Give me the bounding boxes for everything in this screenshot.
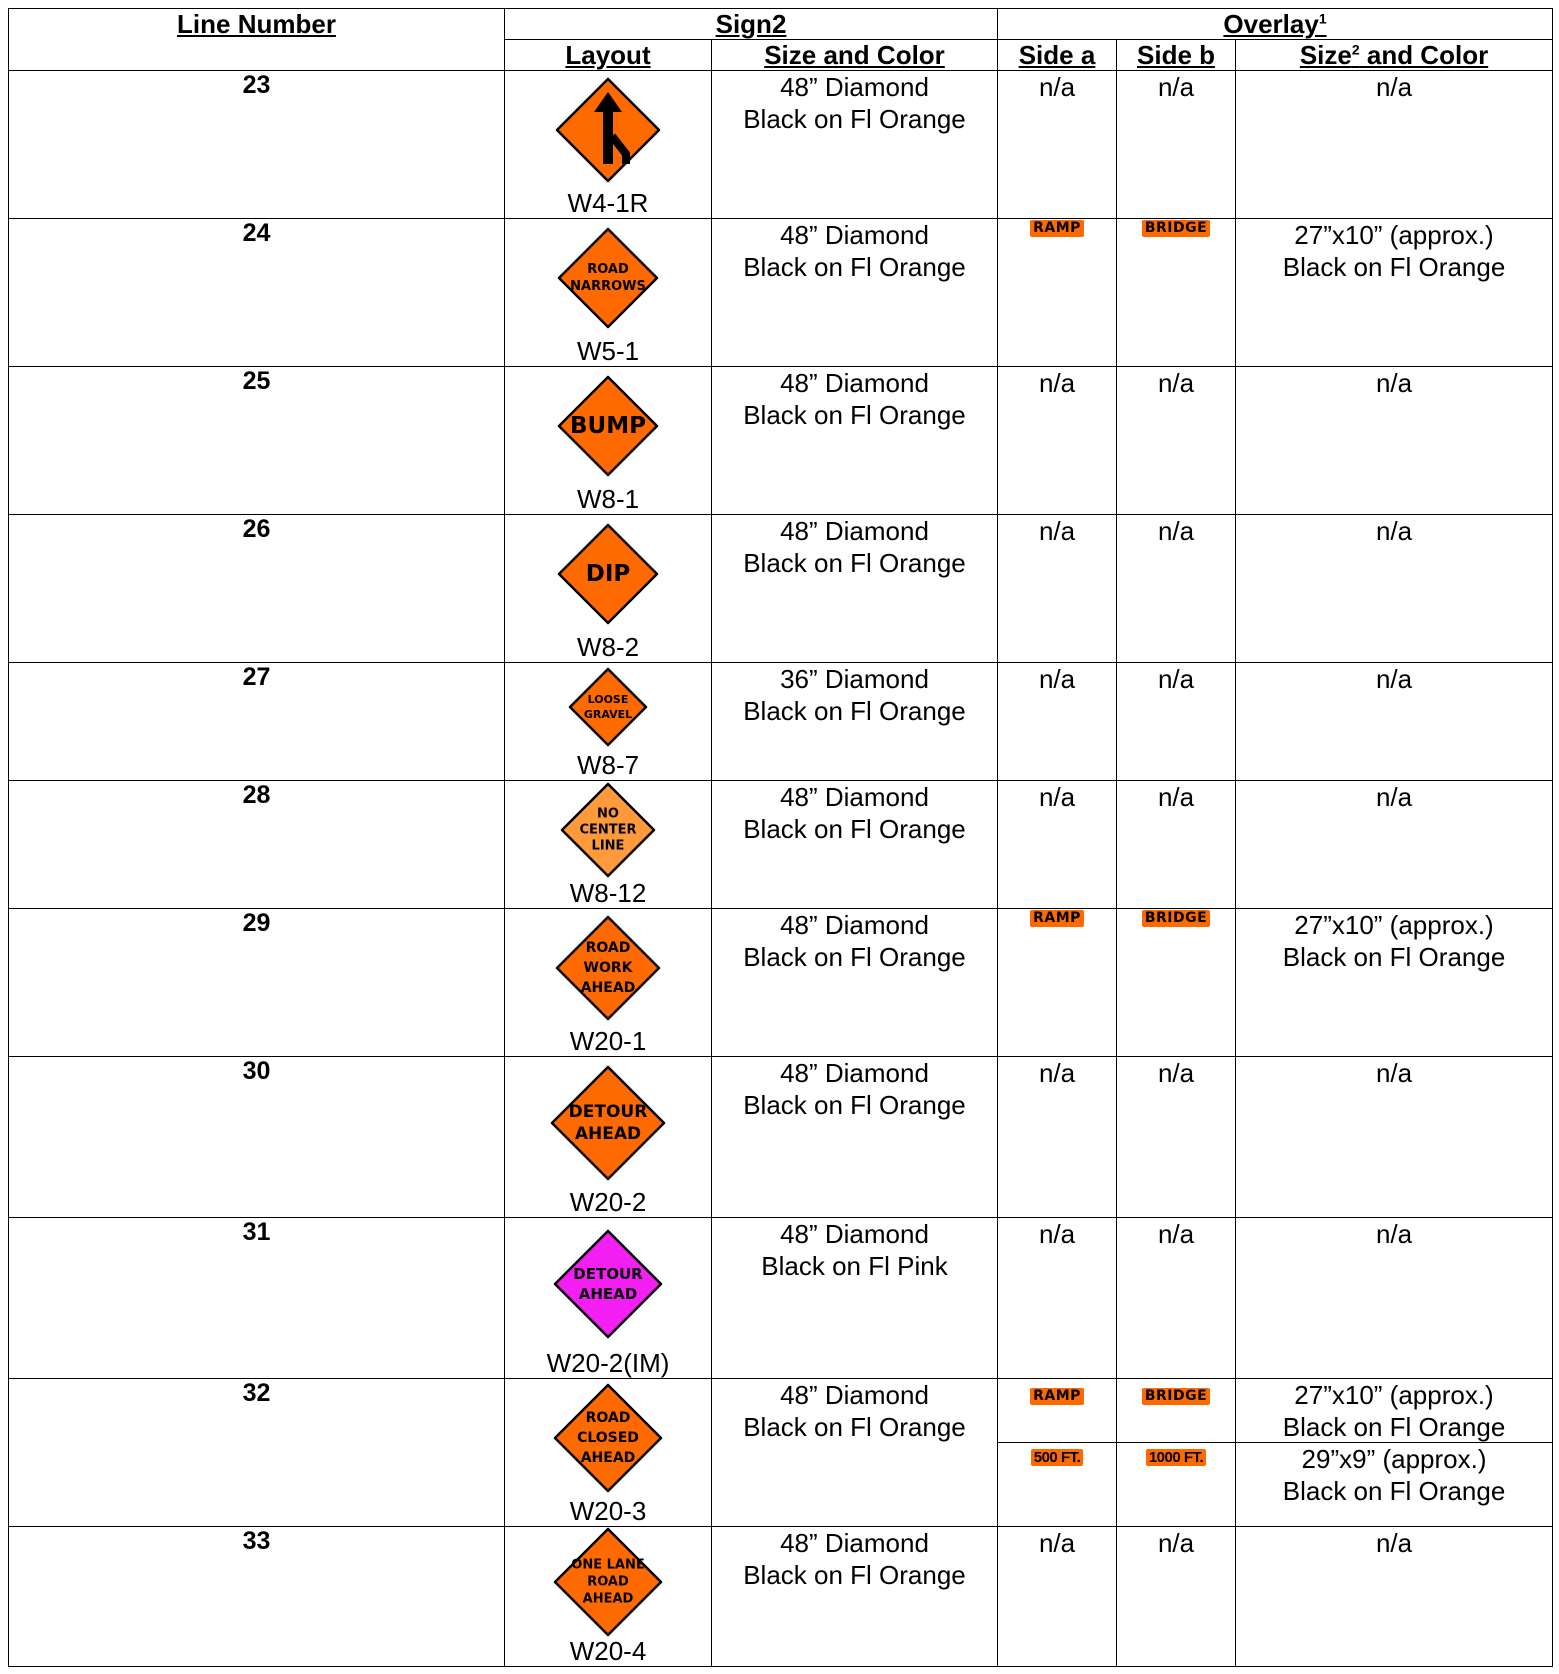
overlay-sub-row <box>1236 1443 1552 1507</box>
size-color-cell <box>712 1057 998 1218</box>
side-b-cell <box>1117 1057 1236 1218</box>
layout-cell <box>505 781 712 909</box>
table-row <box>9 1527 1553 1667</box>
overlay-plaque: BRIDGE <box>1142 910 1210 927</box>
side-a-header: Side a <box>998 40 1117 71</box>
layout-header: Layout <box>505 40 712 71</box>
sign-text-line: WORK <box>583 960 633 976</box>
sign-size: 36” Diamond <box>780 664 929 694</box>
sign-code: W8-1 <box>576 484 640 514</box>
sign-text-line: NO <box>597 806 619 822</box>
side-b-cell <box>1117 1218 1236 1379</box>
side-a-cell <box>998 71 1117 219</box>
overlay-value: n/a <box>1157 664 1195 694</box>
line-number-cell <box>9 1379 505 1527</box>
sign-size: 48” Diamond <box>780 1380 929 1410</box>
sign-text-line: BUMP <box>570 413 646 439</box>
overlay-plaque: 1000 FT. <box>1146 1449 1206 1466</box>
overlay-size-color-cell <box>1236 1057 1553 1218</box>
sign-text-line: ROAD <box>587 1574 629 1590</box>
layout-cell <box>505 1218 712 1379</box>
diamond-sign-icon <box>552 1228 664 1340</box>
diamond-sign-icon <box>549 1064 667 1182</box>
sign-color: Black on Fl Orange <box>743 696 966 726</box>
diamond-sign-icon <box>567 666 649 748</box>
side-b-cell <box>1117 663 1236 781</box>
layout-cell <box>505 219 712 367</box>
table-row <box>9 71 1553 219</box>
sign-text-line: ROAD <box>585 1410 631 1426</box>
line-number: 32 <box>242 1379 271 1407</box>
layout-cell <box>505 909 712 1057</box>
sign-color: Black on Fl Orange <box>743 814 966 844</box>
overlay-size-color-cell <box>1236 909 1553 1057</box>
overlay-value: n/a <box>1038 516 1076 546</box>
sign-size: 48” Diamond <box>780 516 929 546</box>
overlay-sub-row <box>1117 1443 1235 1467</box>
line-number: 27 <box>242 663 271 691</box>
sign-graphic <box>505 515 711 633</box>
overlay-size-color-cell <box>1236 663 1553 781</box>
overlay-size-color-cell <box>1236 781 1553 909</box>
sign-text-line: ONE LANE <box>571 1557 645 1573</box>
sign-code: W5-1 <box>576 336 640 366</box>
overlay-sub-row <box>1236 1379 1552 1443</box>
sign-graphic <box>505 1379 711 1497</box>
overlay-value: n/a <box>1157 72 1195 102</box>
header-row-groups <box>9 9 1553 40</box>
sign-size: 48” Diamond <box>780 1058 929 1088</box>
overlay-value: n/a <box>1157 1058 1195 1088</box>
sign-code: W20-2 <box>569 1187 647 1217</box>
side-a-cell <box>998 515 1117 663</box>
line-number-cell <box>9 219 505 367</box>
table-row <box>9 1057 1553 1218</box>
line-number: 23 <box>242 71 271 99</box>
overlay-color: Black on Fl Orange <box>1282 942 1506 972</box>
side-a-cell <box>998 1379 1117 1527</box>
sign-color: Black on Fl Orange <box>743 548 966 578</box>
sign-text-line: ROAD <box>585 940 631 956</box>
overlay-size: n/a <box>1375 1219 1413 1249</box>
overlay-plaque: BRIDGE <box>1142 220 1210 237</box>
sign-color: Black on Fl Orange <box>743 942 966 972</box>
overlay-size-color-cell <box>1236 1527 1553 1667</box>
diamond-sign-icon <box>552 1382 664 1494</box>
table-row <box>9 909 1553 1057</box>
line-number-cell <box>9 1527 505 1667</box>
sign-graphic <box>505 367 711 485</box>
sign-code: W20-2(IM) <box>546 1348 670 1378</box>
sign-text-line: LOOSE <box>587 693 629 706</box>
size-color-cell <box>712 367 998 515</box>
sign-text-line: CENTER <box>579 822 637 838</box>
sign-group-header: Sign2 <box>505 9 998 40</box>
overlay-size: n/a <box>1375 1528 1413 1558</box>
overlay-size: n/a <box>1375 1058 1413 1088</box>
size-color-cell <box>712 219 998 367</box>
sign-diamond-shape <box>552 1067 664 1179</box>
side-a-cell <box>998 367 1117 515</box>
overlay-plaque: RAMP <box>1030 1388 1084 1405</box>
sign-code: W4-1R <box>567 188 649 218</box>
overlay-size: n/a <box>1375 368 1413 398</box>
sign-text-line: DETOUR <box>568 1101 648 1122</box>
line-number: 28 <box>242 781 271 809</box>
sign-size: 48” Diamond <box>780 782 929 812</box>
sign-text-line: NARROWS <box>570 279 646 294</box>
side-b-cell <box>1117 71 1236 219</box>
overlay-value: n/a <box>1157 782 1195 812</box>
line-number: 24 <box>242 219 271 247</box>
overlay-size: 27”x10” (approx.) <box>1294 910 1494 940</box>
side-b-cell <box>1117 781 1236 909</box>
side-a-cell <box>998 219 1117 367</box>
sign-code: W8-12 <box>569 878 647 908</box>
size-color-cell <box>712 663 998 781</box>
diamond-sign-icon <box>554 76 662 184</box>
sign-color: Black on Fl Orange <box>743 252 966 282</box>
line-number: 33 <box>242 1527 271 1555</box>
sign-diamond-shape <box>555 1231 661 1337</box>
line-number-cell <box>9 1218 505 1379</box>
overlay-value: n/a <box>1157 1528 1195 1558</box>
sign-color: Black on Fl Orange <box>743 104 966 134</box>
layout-cell <box>505 1057 712 1218</box>
sign-code: W20-4 <box>569 1636 647 1666</box>
overlay-value: n/a <box>1038 664 1076 694</box>
line-number: 30 <box>242 1057 271 1085</box>
sign-text-line: AHEAD <box>574 1123 642 1144</box>
size-color-cell <box>712 515 998 663</box>
table-row <box>9 367 1553 515</box>
overlay-value: n/a <box>1038 368 1076 398</box>
diamond-sign-icon <box>556 374 660 478</box>
side-a-cell <box>998 1057 1117 1218</box>
line-number-header: Line Number <box>9 9 505 71</box>
size-color-cell <box>712 1379 998 1527</box>
layout-cell <box>505 367 712 515</box>
overlay-plaque: BRIDGE <box>1142 1388 1210 1405</box>
overlay-size: n/a <box>1375 664 1413 694</box>
side-a-cell <box>998 909 1117 1057</box>
diamond-sign-icon <box>559 781 657 879</box>
size-color-cell <box>712 909 998 1057</box>
sign-color: Black on Fl Pink <box>761 1251 948 1281</box>
side-b-cell <box>1117 1379 1236 1527</box>
sign-text-line: AHEAD <box>580 980 636 996</box>
overlay-color: Black on Fl Orange <box>1282 1476 1506 1506</box>
diamond-sign-icon <box>556 522 660 626</box>
table-row <box>9 1379 1553 1527</box>
line-number-cell <box>9 781 505 909</box>
side-a-cell <box>998 1218 1117 1379</box>
line-number: 25 <box>242 367 271 395</box>
sign-graphic <box>505 663 711 751</box>
sign-diamond-shape <box>570 669 646 745</box>
overlay-value: n/a <box>1157 368 1195 398</box>
layout-cell <box>505 71 712 219</box>
sign-graphic <box>505 909 711 1027</box>
size-color-cell <box>712 1527 998 1667</box>
overlay-size-color-cell <box>1236 515 1553 663</box>
sign-size: 48” Diamond <box>780 1528 929 1558</box>
overlay-size: n/a <box>1375 72 1413 102</box>
sign-graphic <box>505 1057 711 1188</box>
overlay-size-color-cell <box>1236 367 1553 515</box>
sign-graphic <box>505 71 711 189</box>
sign-graphic <box>505 1218 711 1349</box>
table-row <box>9 663 1553 781</box>
sign-color: Black on Fl Orange <box>743 1412 966 1442</box>
layout-cell <box>505 515 712 663</box>
sign-text-line: AHEAD <box>580 1450 636 1466</box>
diamond-sign-icon <box>556 226 660 330</box>
sign-code: W20-1 <box>569 1026 647 1056</box>
overlay-value: n/a <box>1038 72 1076 102</box>
sign-color: Black on Fl Orange <box>743 400 966 430</box>
layout-cell <box>505 1527 712 1667</box>
line-number-cell <box>9 1057 505 1218</box>
sign-size: 48” Diamond <box>780 1219 929 1249</box>
line-number-cell <box>9 367 505 515</box>
overlay-plaque: 500 FT. <box>1031 1449 1084 1466</box>
sign-text-line: LINE <box>591 838 625 854</box>
overlay-size: 29”x9” (approx.) <box>1301 1444 1487 1474</box>
diamond-sign-icon <box>552 1526 664 1638</box>
line-number-cell <box>9 909 505 1057</box>
overlay-value: n/a <box>1157 516 1195 546</box>
sign-diamond-shape <box>559 229 657 327</box>
overlay-sub-row <box>998 1443 1116 1467</box>
overlay-group-header: Overlay$^1$ <box>998 9 1553 40</box>
sign-color: Black on Fl Orange <box>743 1560 966 1590</box>
overlay-size-color-cell <box>1236 219 1553 367</box>
overlay-value: n/a <box>1157 1219 1195 1249</box>
overlay-size-color-cell <box>1236 1218 1553 1379</box>
sign-code: W8-2 <box>576 632 640 662</box>
table-row <box>9 219 1553 367</box>
sign-size: 48” Diamond <box>780 72 929 102</box>
overlay-size-color-cell <box>1236 1379 1553 1527</box>
overlay-size: 27”x10” (approx.) <box>1294 1380 1494 1410</box>
sign-text-line: DETOUR <box>573 1264 643 1283</box>
overlay-size-color-cell <box>1236 71 1553 219</box>
size-color-cell <box>712 71 998 219</box>
overlay-value: n/a <box>1038 1058 1076 1088</box>
overlay-sub-row <box>998 1379 1116 1443</box>
sign-text-line: GRAVEL <box>583 708 633 721</box>
overlay-plaque: RAMP <box>1030 220 1084 237</box>
layout-cell <box>505 663 712 781</box>
sign-code: W20-3 <box>569 1496 647 1526</box>
side-b-header: Side b <box>1117 40 1236 71</box>
sign-graphic <box>505 219 711 337</box>
sign-text-line: AHEAD <box>578 1284 638 1303</box>
line-number: 26 <box>242 515 271 543</box>
overlay-value: n/a <box>1038 1219 1076 1249</box>
overlay-size: 27”x10” (approx.) <box>1294 220 1494 250</box>
side-a-cell <box>998 1527 1117 1667</box>
sign-graphic <box>505 1527 711 1637</box>
sign-text-line: DIP <box>585 561 631 587</box>
sign-text-line: CLOSED <box>577 1430 639 1446</box>
overlay-sub-row <box>1117 1379 1235 1443</box>
line-number-cell <box>9 663 505 781</box>
sign-size: 48” Diamond <box>780 368 929 398</box>
side-b-cell <box>1117 909 1236 1057</box>
side-b-cell <box>1117 1527 1236 1667</box>
sign-table-document <box>8 8 1552 1667</box>
table-row <box>9 781 1553 909</box>
side-b-cell <box>1117 219 1236 367</box>
line-number: 29 <box>242 909 271 937</box>
overlay-size: n/a <box>1375 516 1413 546</box>
line-number-cell <box>9 515 505 663</box>
overlay-size: n/a <box>1375 782 1413 812</box>
sign-graphic <box>505 781 711 879</box>
sign-code: W8-7 <box>576 750 640 780</box>
sign-text-line: AHEAD <box>582 1591 634 1607</box>
side-b-cell <box>1117 515 1236 663</box>
line-number: 31 <box>242 1218 271 1246</box>
side-a-cell <box>998 781 1117 909</box>
overlay-color: Black on Fl Orange <box>1282 252 1506 282</box>
side-a-cell <box>998 663 1117 781</box>
sign-size: 48” Diamond <box>780 910 929 940</box>
overlay-color: Black on Fl Orange <box>1282 1412 1506 1442</box>
sign-size: 48” Diamond <box>780 220 929 250</box>
layout-cell <box>505 1379 712 1527</box>
overlay-value: n/a <box>1038 782 1076 812</box>
size-color-cell <box>712 781 998 909</box>
diamond-sign-icon <box>554 914 662 1022</box>
overlay-value: n/a <box>1038 1528 1076 1558</box>
sign-text-line: ROAD <box>587 262 629 277</box>
size-color-cell <box>712 1218 998 1379</box>
side-b-cell <box>1117 367 1236 515</box>
overlay-plaque: RAMP <box>1030 910 1084 927</box>
size-color-header: Size and Color <box>712 40 998 71</box>
line-number-cell <box>9 71 505 219</box>
sign-specification-table <box>8 8 1553 1667</box>
table-row <box>9 515 1553 663</box>
overlay-size-color-header: Size$^2$ and Color <box>1236 40 1553 71</box>
table-row <box>9 1218 1553 1379</box>
sign-color: Black on Fl Orange <box>743 1090 966 1120</box>
